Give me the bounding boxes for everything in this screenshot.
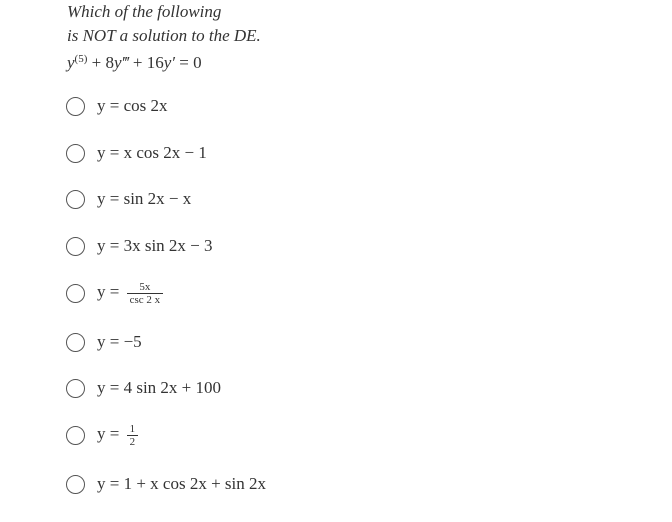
option-label [97,187,191,211]
option-label [97,280,163,306]
option-text: sin 2x − x [123,189,192,208]
option-7[interactable] [66,376,221,400]
equation-y-triple-prime: y‴ [113,53,129,72]
option-prefix: y = [97,282,124,302]
option-prefix: y = [97,424,124,444]
option-label [97,234,213,258]
option-text: 3x sin 2x − 3 [123,236,213,255]
option-prefix: y = [97,236,124,255]
option-2[interactable] [66,141,207,165]
equation-order: (5) [74,53,88,65]
radio-button[interactable] [66,475,85,494]
option-prefix: y = [97,378,124,397]
option-prefix: y = [97,332,124,351]
radio-button[interactable] [66,379,85,398]
fraction [127,423,139,448]
fraction-numerator: 1 [129,422,136,435]
option-label [97,472,266,496]
equation-rhs: = 0 [175,53,202,72]
option-1[interactable] [66,94,168,118]
option-label [97,376,221,400]
option-label [97,422,138,448]
option-label [97,94,168,118]
option-text: x cos 2x − 1 [123,143,207,162]
option-prefix: y = [97,143,124,162]
fraction [127,281,164,306]
option-6[interactable] [66,330,142,354]
radio-button[interactable] [66,237,85,256]
radio-button[interactable] [66,190,85,209]
fraction-numerator: 5x [139,280,151,293]
option-text: cos 2x [123,96,168,115]
equation-y-prime: y′ [163,53,176,72]
radio-button[interactable] [66,144,85,163]
option-label [97,330,142,354]
question-line-2: is NOT a solution to the DE. [67,26,261,45]
equation-coef-16: + 16 [128,53,164,72]
option-prefix: y = [97,189,124,208]
equation-coef-8: + 8 [87,53,114,72]
fraction-denominator: csc 2 x [127,293,164,306]
radio-button[interactable] [66,333,85,352]
option-3[interactable] [66,187,191,211]
option-text: −5 [123,332,142,351]
radio-button[interactable] [66,426,85,445]
radio-button[interactable] [66,97,85,116]
option-8[interactable] [66,423,138,447]
radio-button[interactable] [66,284,85,303]
equation-y: y [67,53,75,72]
option-prefix: y = [97,474,124,493]
option-prefix: y = [97,96,124,115]
option-label [97,141,207,165]
option-text: 1 + x cos 2x + sin 2x [123,474,267,493]
option-9[interactable] [66,472,266,496]
option-4[interactable] [66,234,213,258]
question-line-1: Which of the following [67,2,222,21]
option-text: 4 sin 2x + 100 [123,378,222,397]
fraction-denominator: 2 [127,435,139,448]
option-5[interactable] [66,281,163,305]
